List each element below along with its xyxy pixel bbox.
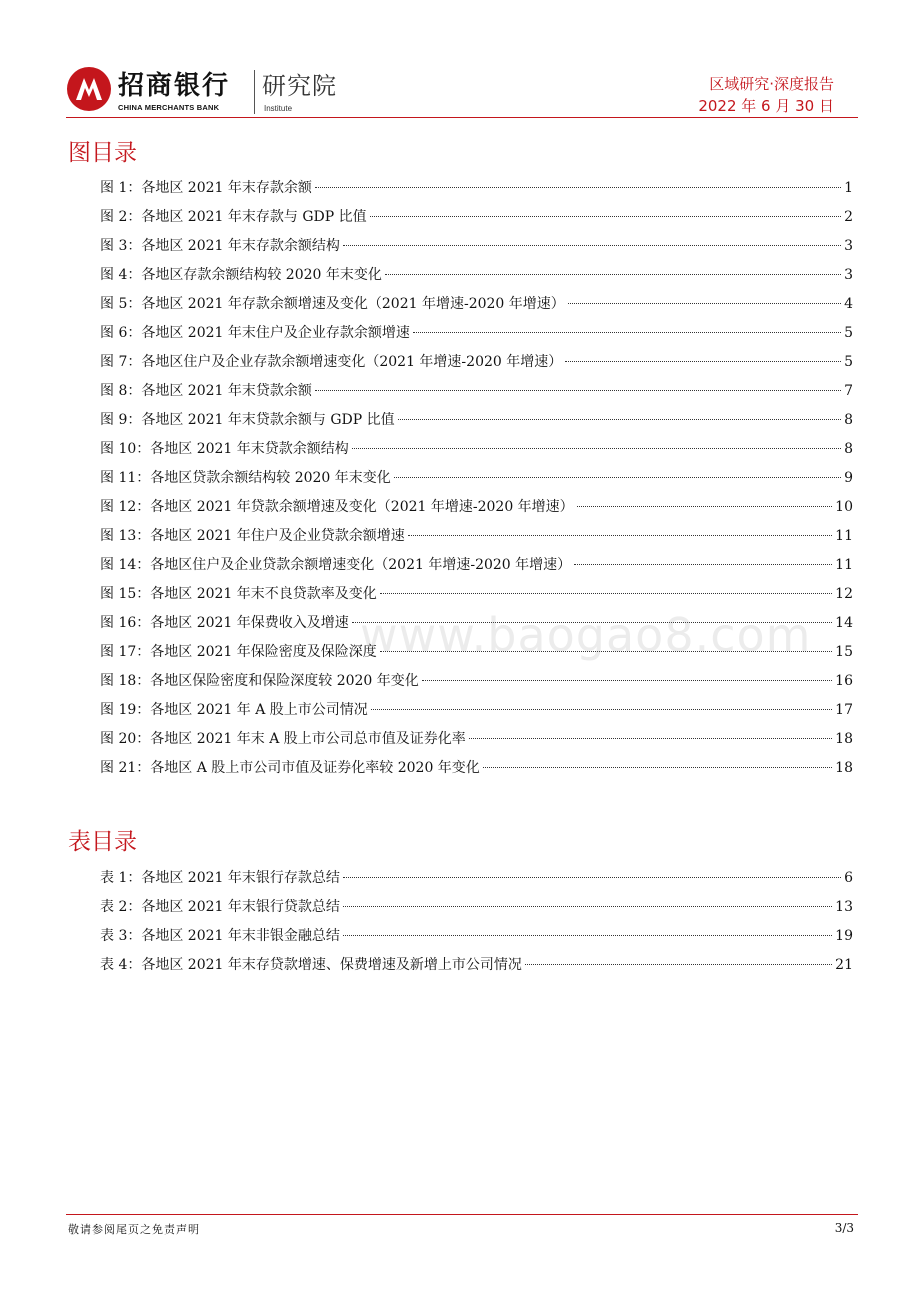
figure-toc-entry[interactable] xyxy=(100,203,853,232)
toc-entry-label[interactable]: 表 1：各地区 2021 年末银行存款总结 xyxy=(100,870,340,886)
toc-entry-label[interactable]: 图 10：各地区 2021 年末贷款余额结构 xyxy=(100,441,349,457)
toc-dot-leader xyxy=(315,390,841,391)
report-date: 2022 年 6 月 30 日 xyxy=(698,97,834,115)
figure-toc-entry[interactable] xyxy=(100,377,853,406)
toc-dot-leader xyxy=(398,419,841,420)
toc-dot-leader xyxy=(422,680,832,681)
toc-entry-label[interactable]: 图 7：各地区住户及企业存款余额增速变化（2021 年增速-2020 年增速） xyxy=(100,354,563,370)
table-toc-entry[interactable] xyxy=(100,951,853,980)
toc-entry-label[interactable]: 图 15：各地区 2021 年末不良贷款率及变化 xyxy=(100,586,377,602)
table-toc-title: 表目录 xyxy=(68,829,137,855)
brand-name-en: CHINA MERCHANTS BANK xyxy=(118,103,220,112)
toc-entry-label[interactable]: 图 19：各地区 2021 年 A 股上市公司情况 xyxy=(100,702,368,718)
figure-toc-entry[interactable] xyxy=(100,319,853,348)
toc-entry-page[interactable]: 8 xyxy=(844,441,853,457)
page-header xyxy=(0,0,920,120)
toc-entry-label[interactable]: 图 20：各地区 2021 年末 A 股上市公司总市值及证券化率 xyxy=(100,731,466,747)
toc-dot-leader xyxy=(343,245,841,246)
toc-entry-page[interactable]: 19 xyxy=(835,928,853,944)
toc-entry-label[interactable]: 图 2：各地区 2021 年末存款与 GDP 比值 xyxy=(100,209,367,225)
toc-entry-label[interactable]: 图 17：各地区 2021 年保险密度及保险深度 xyxy=(100,644,377,660)
figure-toc-entry[interactable] xyxy=(100,609,853,638)
toc-entry-label[interactable]: 图 1：各地区 2021 年末存款余额 xyxy=(100,180,312,196)
toc-dot-leader xyxy=(352,448,841,449)
toc-entry-page[interactable]: 10 xyxy=(835,499,853,515)
toc-entry-label[interactable]: 图 21：各地区 A 股上市公司市值及证券化率较 2020 年变化 xyxy=(100,760,480,776)
footer-disclaimer: 敬请参阅尾页之免责声明 xyxy=(68,1223,200,1236)
toc-entry-page[interactable]: 11 xyxy=(835,557,853,573)
figure-toc-entry[interactable] xyxy=(100,696,853,725)
figure-toc-entry[interactable] xyxy=(100,754,853,783)
toc-entry-label[interactable]: 图 6：各地区 2021 年末住户及企业存款余额增速 xyxy=(100,325,410,341)
toc-entry-page[interactable]: 18 xyxy=(835,731,853,747)
toc-entry-label[interactable]: 表 2：各地区 2021 年末银行贷款总结 xyxy=(100,899,340,915)
toc-entry-label[interactable]: 表 4：各地区 2021 年末存贷款增速、保费增速及新增上市公司情况 xyxy=(100,957,522,973)
toc-entry-page[interactable]: 14 xyxy=(835,615,853,631)
toc-entry-label[interactable]: 图 8：各地区 2021 年末贷款余额 xyxy=(100,383,312,399)
toc-entry-page[interactable]: 15 xyxy=(835,644,853,660)
toc-dot-leader xyxy=(469,738,832,739)
toc-dot-leader xyxy=(380,651,832,652)
toc-dot-leader xyxy=(408,535,832,536)
toc-dot-leader xyxy=(574,564,832,565)
toc-dot-leader xyxy=(483,767,832,768)
toc-entry-page[interactable]: 13 xyxy=(835,899,853,915)
toc-entry-label[interactable]: 图 18：各地区保险密度和保险深度较 2020 年变化 xyxy=(100,673,419,689)
toc-entry-page[interactable]: 6 xyxy=(844,870,853,886)
toc-dot-leader xyxy=(371,709,832,710)
toc-entry-page[interactable]: 17 xyxy=(835,702,853,718)
figure-toc-entry[interactable] xyxy=(100,580,853,609)
figure-toc-entry[interactable] xyxy=(100,406,853,435)
toc-entry-page[interactable]: 5 xyxy=(844,354,853,370)
figure-toc-entry[interactable] xyxy=(100,348,853,377)
report-type: 区域研究·深度报告 xyxy=(709,75,834,93)
toc-dot-leader xyxy=(568,303,841,304)
toc-entry-page[interactable]: 4 xyxy=(844,296,853,312)
toc-entry-page[interactable]: 11 xyxy=(835,528,853,544)
table-toc-entry[interactable] xyxy=(100,864,853,893)
institute-name-en: Institute xyxy=(264,104,293,113)
figure-toc-title: 图目录 xyxy=(68,140,137,166)
toc-dot-leader xyxy=(525,964,832,965)
toc-entry-page[interactable]: 16 xyxy=(835,673,853,689)
figure-toc-entry[interactable] xyxy=(100,638,853,667)
toc-entry-page[interactable]: 9 xyxy=(844,470,853,486)
toc-dot-leader xyxy=(343,935,832,936)
china-merchants-bank-logo-icon xyxy=(66,66,112,112)
figure-toc-entry[interactable] xyxy=(100,464,853,493)
figure-toc-entry[interactable] xyxy=(100,667,853,696)
toc-entry-label[interactable]: 图 3：各地区 2021 年末存款余额结构 xyxy=(100,238,340,254)
toc-dot-leader xyxy=(577,506,832,507)
toc-entry-label[interactable]: 图 12：各地区 2021 年贷款余额增速及变化（2021 年增速-2020 年增速） xyxy=(100,499,574,515)
toc-dot-leader xyxy=(394,477,841,478)
brand-name-cn: 招商银行 xyxy=(118,71,231,101)
page-number: 3/3 xyxy=(834,1221,854,1235)
toc-entry-page[interactable]: 18 xyxy=(835,760,853,776)
toc-entry-page[interactable]: 5 xyxy=(844,325,853,341)
toc-entry-label[interactable]: 图 11：各地区贷款余额结构较 2020 年末变化 xyxy=(100,470,391,486)
toc-entry-page[interactable]: 3 xyxy=(844,238,853,254)
figure-toc-entry[interactable] xyxy=(100,725,853,754)
figure-toc-entry[interactable] xyxy=(100,435,853,464)
table-toc-entry[interactable] xyxy=(100,893,853,922)
toc-entry-label[interactable]: 图 9：各地区 2021 年末贷款余额与 GDP 比值 xyxy=(100,412,395,428)
toc-dot-leader xyxy=(343,906,832,907)
toc-entry-page[interactable]: 7 xyxy=(844,383,853,399)
header-rule xyxy=(66,117,858,118)
toc-entry-page[interactable]: 3 xyxy=(844,267,853,283)
table-toc-entry[interactable] xyxy=(100,922,853,951)
toc-dot-leader xyxy=(565,361,841,362)
figure-toc-entry[interactable] xyxy=(100,261,853,290)
toc-entry-page[interactable]: 1 xyxy=(844,180,853,196)
toc-entry-page[interactable]: 2 xyxy=(844,209,853,225)
brand-divider xyxy=(254,70,255,114)
toc-entry-label[interactable]: 图 13：各地区 2021 年住户及企业贷款余额增速 xyxy=(100,528,405,544)
footer-rule xyxy=(66,1214,858,1215)
figure-toc-entry[interactable] xyxy=(100,551,853,580)
toc-entry-page[interactable]: 12 xyxy=(835,586,853,602)
figure-toc-entry[interactable] xyxy=(100,493,853,522)
watermark: www.baogao8.com xyxy=(360,608,812,662)
figure-toc-entry[interactable] xyxy=(100,174,853,203)
toc-dot-leader xyxy=(315,187,841,188)
figure-toc-entry[interactable] xyxy=(100,232,853,261)
toc-dot-leader xyxy=(352,622,832,623)
toc-entry-label[interactable]: 图 5：各地区 2021 年存款余额增速及变化（2021 年增速-2020 年增速） xyxy=(100,296,565,312)
figure-toc-entry[interactable] xyxy=(100,522,853,551)
figure-toc-list xyxy=(100,174,853,783)
toc-entry-page[interactable]: 8 xyxy=(844,412,853,428)
toc-dot-leader xyxy=(370,216,841,217)
toc-dot-leader xyxy=(380,593,832,594)
toc-dot-leader xyxy=(413,332,841,333)
toc-entry-page[interactable]: 21 xyxy=(835,957,853,973)
toc-entry-label[interactable]: 图 4：各地区存款余额结构较 2020 年末变化 xyxy=(100,267,382,283)
table-toc-list xyxy=(100,864,853,980)
figure-toc-entry[interactable] xyxy=(100,290,853,319)
toc-dot-leader xyxy=(343,877,841,878)
toc-entry-label[interactable]: 表 3：各地区 2021 年末非银金融总结 xyxy=(100,928,340,944)
toc-dot-leader xyxy=(385,274,841,275)
institute-name-cn: 研究院 xyxy=(262,72,337,100)
toc-entry-label[interactable]: 图 14：各地区住户及企业贷款余额增速变化（2021 年增速-2020 年增速） xyxy=(100,557,572,573)
toc-entry-label[interactable]: 图 16：各地区 2021 年保费收入及增速 xyxy=(100,615,349,631)
